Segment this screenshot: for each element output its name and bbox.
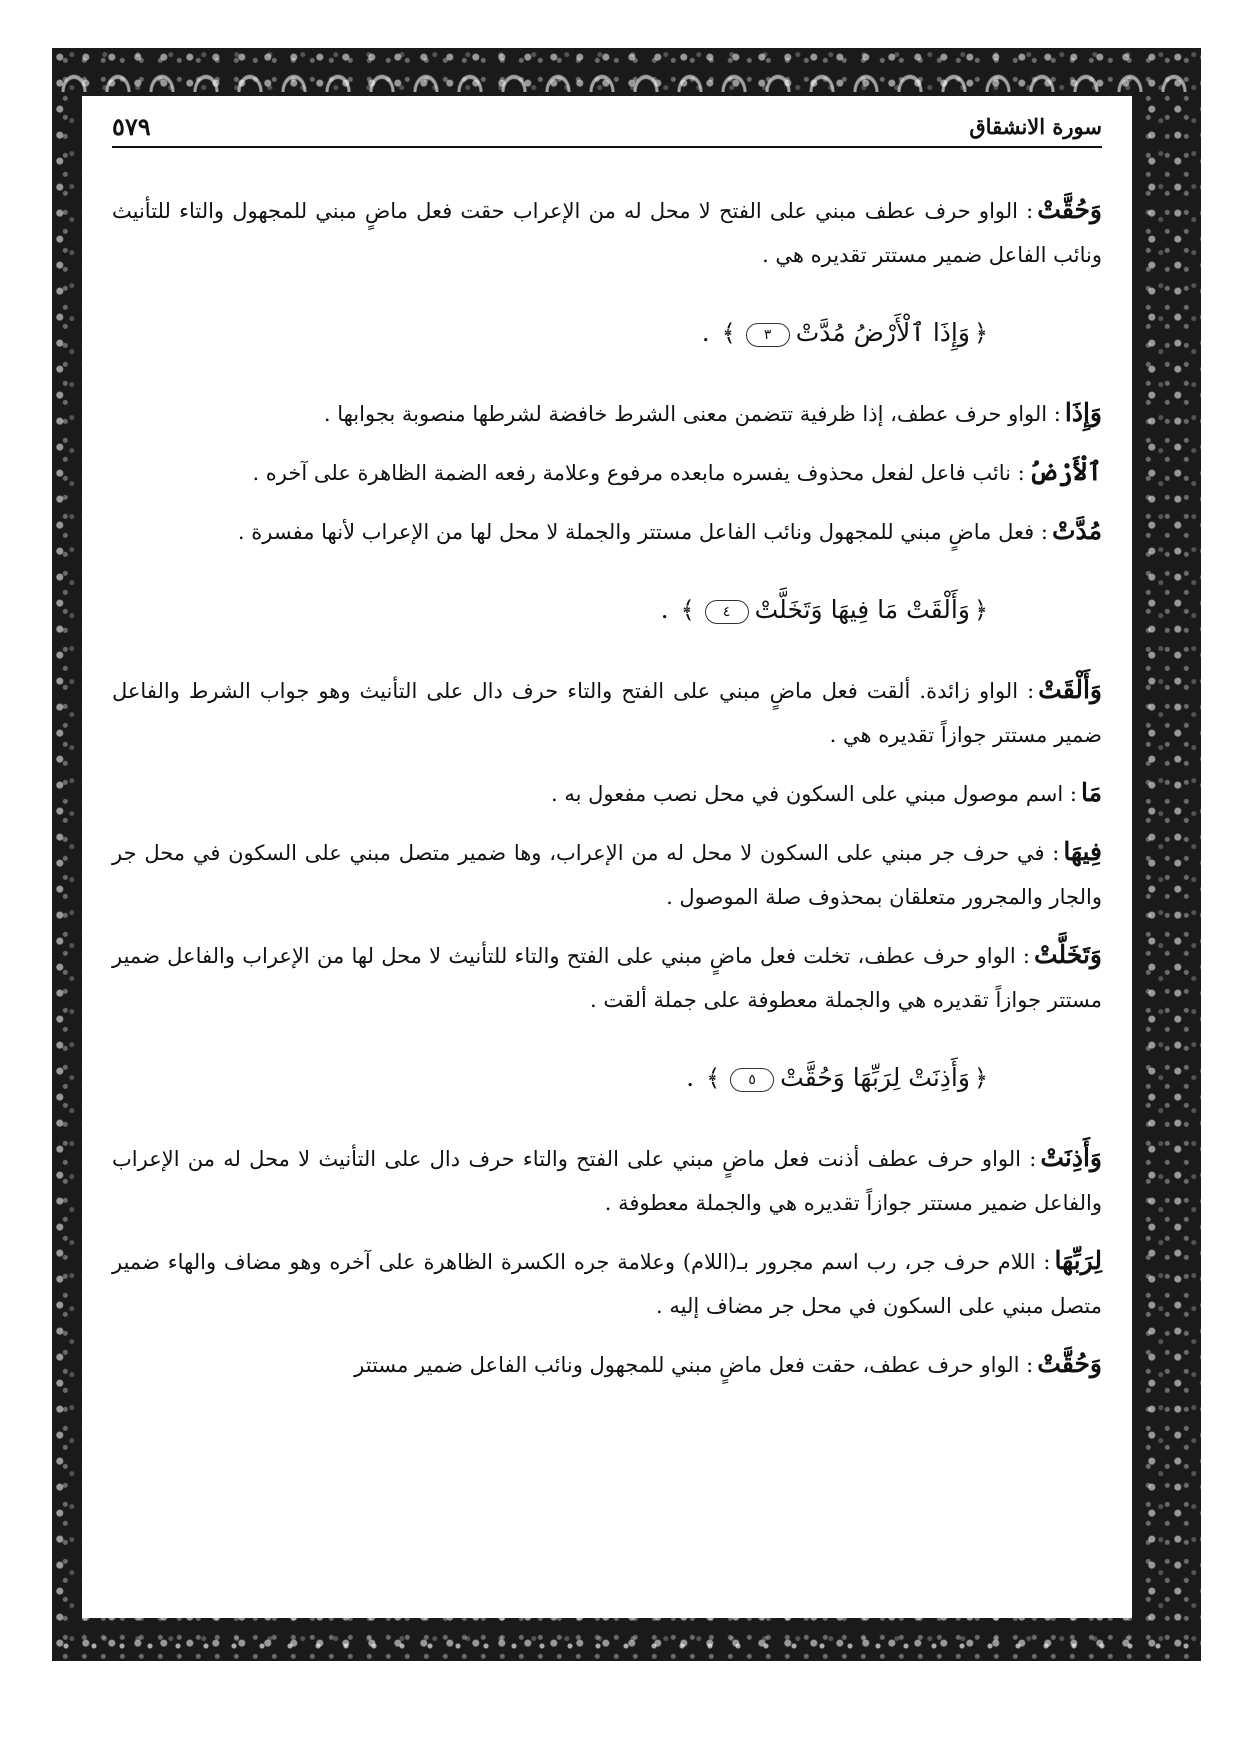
entry-text: : الواو حرف عطف مبني على الفتح لا محل له من الإعراب حقت فعل ماضٍ مبني للمجهول والتاء للتأنيث ونائب الفاعل ضمير مستتر تقديره هي . bbox=[112, 199, 1102, 267]
grammar-entry bbox=[112, 450, 1102, 495]
entry-term: وَحُقَّتْ bbox=[1037, 195, 1102, 224]
entry-text: : فعل ماضٍ مبني للمجهول ونائب الفاعل مستتر والجملة لا محل لها من الإعراب لأنها مفسرة . bbox=[237, 520, 1048, 544]
border-dot-pattern bbox=[52, 1631, 1201, 1661]
grammar-entry bbox=[112, 1239, 1102, 1328]
verse-open-bracket: ﴿ bbox=[973, 1064, 988, 1092]
verse-close-bracket: ﴾ bbox=[721, 319, 736, 347]
page-header bbox=[112, 106, 1102, 148]
entry-term: وَحُقَّتْ bbox=[1037, 1349, 1102, 1378]
entry-text: : نائب فاعل لفعل محذوف يفسره مابعده مرفوع وعلامة رفعه الضمة الظاهرة على آخره . bbox=[252, 461, 1025, 485]
grammar-entry bbox=[112, 391, 1102, 436]
grammar-entry bbox=[112, 668, 1102, 757]
ayah-number-marker: ٣ bbox=[746, 323, 790, 347]
entry-text: : الواو حرف عطف، تخلت فعل ماضٍ مبني على الفتح والتاء للتأنيث لا محل لها من الإعراب والفاعل ضمير مستتر جوازاً تقديره هي والجملة معطوفة على جملة ألقت . bbox=[112, 944, 1102, 1012]
verse-tail: . bbox=[686, 1063, 695, 1092]
entry-term: ٱلْأَرْضُ bbox=[1028, 457, 1102, 486]
verse-tail: . bbox=[701, 318, 710, 347]
verse-text: وَأَذِنَتْ لِرَبِّهَا وَحُقَّتْ bbox=[780, 1063, 970, 1092]
entry-text: : اسم موصول مبني على السكون في محل نصب مفعول به . bbox=[550, 782, 1077, 806]
verse-text: وَأَلْقَتْ مَا فِيهَا وَتَخَلَّتْ bbox=[754, 595, 970, 624]
verse-close-bracket: ﴾ bbox=[680, 596, 695, 624]
entry-text: : الواو حرف عطف أذنت فعل ماضٍ مبني على الفتح والتاء حرف دال على التأنيث لا محل له من الإعراب والفاعل ضمير مستتر جوازاً تقديره هي والجملة معطوفة . bbox=[112, 1147, 1102, 1215]
grammar-entry bbox=[112, 1342, 1102, 1387]
quran-verse bbox=[112, 311, 1102, 355]
entry-term: وَإِذَا bbox=[1064, 398, 1102, 427]
grammar-entry bbox=[112, 188, 1102, 277]
entry-term: مُدَّتْ bbox=[1051, 516, 1102, 545]
ayah-number-marker: ٥ bbox=[730, 1068, 774, 1092]
page-number: ٥٧٩ bbox=[112, 111, 151, 141]
entry-term: فِيهَا bbox=[1063, 837, 1102, 866]
entry-term: مَا bbox=[1080, 778, 1102, 807]
entry-text: : اللام حرف جر، رب اسم مجرور بـ(اللام) وعلامة جره الكسرة الظاهرة على آخره وهو مضاف والهاء ضمير متصل مبني على السكون في محل جر مضاف إليه . bbox=[112, 1250, 1102, 1318]
verse-open-bracket: ﴿ bbox=[973, 596, 988, 624]
border-arch-pattern bbox=[52, 52, 1201, 92]
grammar-entry bbox=[112, 830, 1102, 919]
entry-term: وَأَذِنَتْ bbox=[1040, 1143, 1102, 1172]
verse-text: وَإِذَا ٱلْأَرْضُ مُدَّتْ bbox=[795, 318, 970, 347]
ayah-number-marker: ٤ bbox=[705, 600, 749, 624]
surah-title: سورة الانشقاق bbox=[969, 113, 1102, 139]
quran-verse bbox=[112, 588, 1102, 632]
quran-verse bbox=[112, 1056, 1102, 1100]
page-body bbox=[82, 96, 1132, 1618]
entry-term: لِرَبِّهَا bbox=[1054, 1246, 1102, 1275]
entry-text: : الواو حرف عطف، إذا ظرفية تتضمن معنى الشرط خافضة لشرطها منصوبة بجوابها . bbox=[323, 402, 1061, 426]
page-content bbox=[112, 188, 1102, 1401]
verse-close-bracket: ﴾ bbox=[706, 1064, 721, 1092]
grammar-entry bbox=[112, 771, 1102, 816]
entry-text: : في حرف جر مبني على السكون لا محل له من الإعراب، وها ضمير متصل مبني على السكون في محل جر والجار والمجرور متعلقان بمحذوف صلة الموصول . bbox=[112, 841, 1102, 909]
entry-term: وَتَخَلَّتْ bbox=[1034, 940, 1102, 969]
entry-text: : الواو زائدة. ألقت فعل ماضٍ مبني على الفتح والتاء حرف دال على التأنيث وهو جواب الشرط والفاعل ضمير مستتر جوازاً تقديره هي . bbox=[112, 679, 1102, 747]
grammar-entry bbox=[112, 509, 1102, 554]
verse-tail: . bbox=[660, 595, 669, 624]
grammar-entry bbox=[112, 933, 1102, 1022]
verse-open-bracket: ﴿ bbox=[973, 319, 988, 347]
entry-text: : الواو حرف عطف، حقت فعل ماضٍ مبني للمجهول ونائب الفاعل ضمير مستتر bbox=[354, 1353, 1034, 1377]
entry-term: وَأَلْقَتْ bbox=[1038, 675, 1102, 704]
grammar-entry bbox=[112, 1136, 1102, 1225]
